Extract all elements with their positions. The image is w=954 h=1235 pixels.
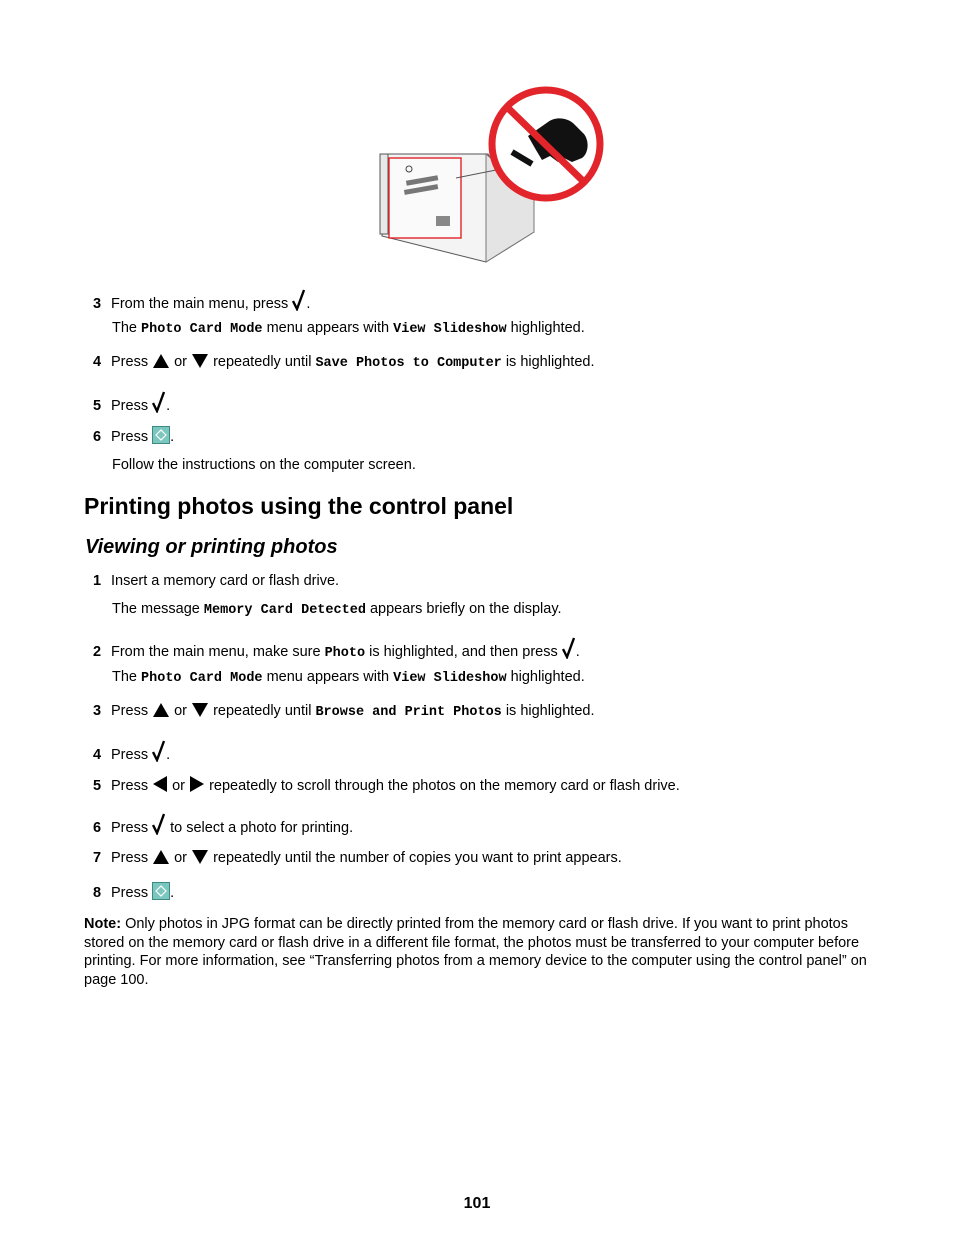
memory-card-no-touch-illustration xyxy=(378,86,608,266)
down-arrow-icon xyxy=(191,702,209,724)
checkmark-icon xyxy=(152,391,166,419)
intro-step-3-result: The Photo Card Mode menu appears with View Slideshow highlighted. xyxy=(112,320,585,337)
intro-step-4: 4 Press or repeatedly until Save Photos to Computer is highlighted. xyxy=(93,352,595,375)
intro-step-6-result: Follow the instructions on the computer screen. xyxy=(112,457,416,473)
left-arrow-icon xyxy=(152,775,168,799)
step-1: 1 Insert a memory card or flash drive. xyxy=(93,573,340,589)
checkmark-icon xyxy=(562,637,576,665)
intro-step-3: 3 From the main menu, press . xyxy=(93,289,310,317)
step-3: 3 Press or repeatedly until Browse and Print Photos is highlighted. xyxy=(93,701,595,724)
note-label: Note: xyxy=(84,916,122,932)
checkmark-icon xyxy=(292,289,306,317)
step-2-result: The Photo Card Mode menu appears with View Slideshow highlighted. xyxy=(112,669,585,686)
page-number: 101 xyxy=(463,1195,491,1212)
step-6: 6 Press to select a photo for printing. xyxy=(93,813,353,841)
section-heading: Printing photos using the control panel xyxy=(84,493,514,519)
step-2: 2 From the main menu, make sure Photo is highlighted, and then press . xyxy=(93,637,580,665)
up-arrow-icon xyxy=(152,849,170,871)
up-arrow-icon xyxy=(152,353,170,375)
step-1-result: The message Memory Card Detected appears briefly on the display. xyxy=(112,601,562,618)
checkmark-icon xyxy=(152,813,166,841)
step-5: 5 Press or repeatedly to scroll through the photos on the memory card or flash drive. xyxy=(93,775,680,799)
up-arrow-icon xyxy=(152,702,170,724)
subsection-heading: Viewing or printing photos xyxy=(85,536,338,558)
start-button-icon xyxy=(152,882,170,906)
note-paragraph xyxy=(84,915,884,989)
step-8: 8 Press . xyxy=(93,882,174,906)
intro-step-5: 5 Press . xyxy=(93,391,170,419)
intro-step-6: 6 Press . xyxy=(93,426,174,450)
start-button-icon xyxy=(152,426,170,450)
step-4: 4 Press . xyxy=(93,740,170,768)
checkmark-icon xyxy=(152,740,166,768)
right-arrow-icon xyxy=(189,775,205,799)
step-7: 7 Press or repeatedly until the number of copies you want to print appears. xyxy=(93,848,622,871)
down-arrow-icon xyxy=(191,353,209,375)
note-text: Only photos in JPG format can be directly printed from the memory card or flash drive. If you want to print photos stored on the memory card or flash drive in a different file format, the photos must be transferred to your computer before printing. For more information, see “Transferring photos from a memory device to the computer using the control panel” on page 100. xyxy=(84,916,867,988)
down-arrow-icon xyxy=(191,849,209,871)
